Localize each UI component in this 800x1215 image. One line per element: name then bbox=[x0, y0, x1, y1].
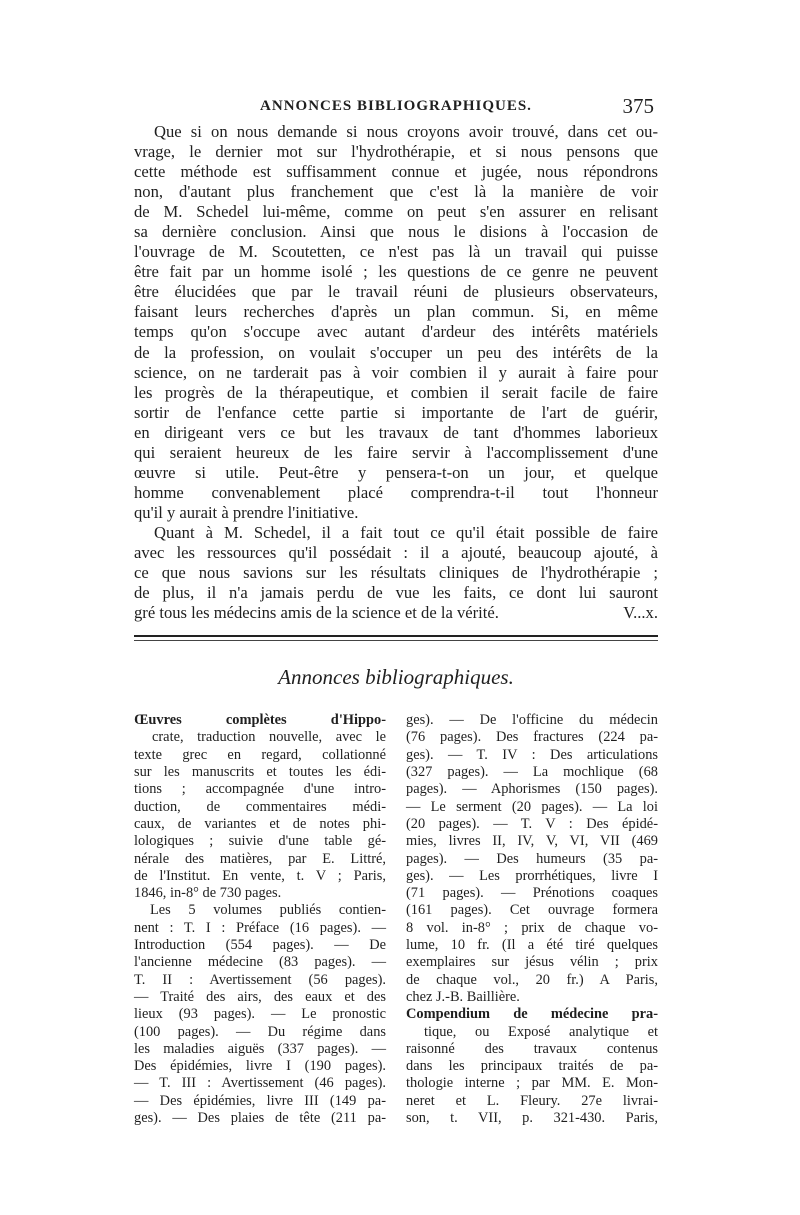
right-column-line: ges). — T. IV : Des articulations bbox=[406, 746, 658, 763]
left-column-line: de l'Institut. En vente, t. V ; Paris, bbox=[134, 867, 386, 884]
final-line bbox=[134, 603, 658, 623]
left-column-line: nent : T. I : Préface (16 pages). — bbox=[134, 919, 386, 936]
section-heading: Annonces bibliographiques. bbox=[278, 665, 514, 690]
section-divider bbox=[134, 635, 658, 643]
article-line: qu'il y aurait à prendre l'initiative. bbox=[134, 502, 359, 522]
article-line: être fait par un homme isolé ; les questions de ce genre ne peuvent bbox=[134, 262, 658, 282]
left-column-line: les maladies aiguës (337 pages). — bbox=[134, 1040, 386, 1057]
left-column-line: 1846, in-8° de 730 pages. bbox=[134, 885, 282, 902]
left-column-line: ges). — Des plaies de tête (211 pa- bbox=[134, 1110, 386, 1126]
article-line: être élucidées que par le travail réuni de plusieurs observateurs, bbox=[134, 282, 658, 302]
running-head bbox=[134, 92, 658, 122]
page-number: 375 bbox=[622, 94, 654, 118]
divider-thick-rule bbox=[134, 635, 658, 637]
article-line: l'ouvrage de M. Scoutetten, ce n'est pas là un travail qui puisse bbox=[134, 242, 658, 262]
article-line: Quant à M. Schedel, il a fait tout ce qu'il était possible de faire bbox=[154, 522, 658, 542]
article-line: temps qu'on s'occupe avec autant d'ardeur des intérêts matériels bbox=[134, 322, 658, 342]
left-column-line: caux, de variantes et de notes phi- bbox=[134, 815, 386, 832]
article-final-text: gré tous les médecins amis de la science et de la vérité. bbox=[134, 603, 499, 623]
author-signature: V...x. bbox=[623, 603, 658, 623]
entry-title-compendium: Compendium de médecine pra- bbox=[406, 1006, 658, 1023]
left-column-line: (100 pages). — Du régime dans bbox=[134, 1023, 386, 1040]
listing-columns bbox=[134, 712, 658, 1127]
left-column-line: nérale des matières, par E. Littré, bbox=[134, 850, 386, 867]
article-line: qui seraient heureux de les faire servir à l'accomplissement d'une bbox=[134, 442, 658, 462]
article-line: les progrès de la thérapeutique, et combien il serait facile de faire bbox=[134, 382, 658, 402]
right-column-line: neret et L. Fleury. 27e livrai- bbox=[406, 1092, 658, 1109]
running-title: ANNONCES BIBLIOGRAPHIQUES. bbox=[260, 98, 532, 114]
right-column-line: lume, 10 fr. (Il a été tiré quelques bbox=[406, 937, 658, 954]
right-column-line: pages). — Aphorismes (150 pages). bbox=[406, 781, 658, 798]
right-column bbox=[406, 712, 658, 1127]
left-column-line: lologiques ; suivie d'une table gé- bbox=[134, 833, 386, 850]
right-column-line: thologie interne ; par MM. E. Mon- bbox=[406, 1075, 658, 1092]
left-column-line: sur les manuscrits et toutes les édi- bbox=[134, 764, 386, 781]
right-column-line: ges). — Les prorrhétiques, livre I bbox=[406, 867, 658, 884]
left-column-line: texte grec en regard, collationné bbox=[134, 746, 386, 763]
left-column-line: Les 5 volumes publiés contien- bbox=[150, 902, 386, 919]
left-column-line: T. II : Avertissement (56 pages). bbox=[134, 971, 386, 988]
entry-title-hippocrate: Œuvres complètes d'Hippo- bbox=[134, 712, 386, 729]
article-line: non, d'autant plus franchement que c'est là la manière de voir bbox=[134, 182, 658, 202]
article-body bbox=[134, 122, 658, 623]
right-column-line: chez J.-B. Baillière. bbox=[406, 988, 520, 1005]
article-line: sa dernière conclusion. Ainsi que nous le disions à l'occasion de bbox=[134, 222, 658, 242]
right-column-line: (161 pages). Cet ouvrage formera bbox=[406, 902, 658, 919]
article-line: vrage, le dernier mot sur l'hydrothérapie, et si nous pensons que bbox=[134, 142, 658, 162]
left-column-line: — Traité des airs, des eaux et des bbox=[134, 988, 386, 1005]
left-column-line: duction, de commentaires médi- bbox=[134, 798, 386, 815]
article-line: science, on ne tarderait pas à voir combien il y aurait à faire pour bbox=[134, 362, 658, 382]
article-line: homme convenablement placé comprendra-t-il tout l'honneur bbox=[134, 482, 658, 502]
article-line: de plus, il n'a jamais perdu de vue les faits, ce dont lui sauront bbox=[134, 583, 658, 603]
page bbox=[134, 92, 658, 1127]
right-column-line: raisonné des travaux contenus bbox=[406, 1040, 658, 1057]
article-line: œuvre si utile. Peut-être y pensera-t-on un jour, et quelque bbox=[134, 462, 658, 482]
right-column-line bbox=[406, 1006, 658, 1023]
article-line: Que si on nous demande si nous croyons avoir trouvé, dans cet ou- bbox=[154, 122, 658, 141]
right-column-line: (20 pages). — T. V : Des épidé- bbox=[406, 815, 658, 832]
article-line: de M. Schedel lui-même, comme on peut s'en assurer en relisant bbox=[134, 202, 658, 222]
left-column-line: — Des épidémies, livre III (149 pa- bbox=[134, 1092, 386, 1109]
article-line: sortir de l'enfance cette partie si importante de l'art de guérir, bbox=[134, 402, 658, 422]
right-column-line: dans les principaux traités de pa- bbox=[406, 1058, 658, 1075]
right-column-line: exemplaires sur jésus vélin ; prix bbox=[406, 954, 658, 971]
right-column-line: — Le serment (20 pages). — La loi bbox=[406, 798, 658, 815]
left-column-line: lieux (93 pages). — Le pronostic bbox=[134, 1006, 386, 1023]
article-line: en dirigeant vers ce but les travaux de tant d'hommes laborieux bbox=[134, 422, 658, 442]
article-line: ce que nous savions sur les résultats cliniques de l'hydrothérapie ; bbox=[134, 563, 658, 583]
divider-thin-rule bbox=[134, 640, 658, 641]
article-line: faisant leurs recherches d'après un plan commun. Si, en même bbox=[134, 302, 658, 322]
right-column-line: (76 pages). Des fractures (224 pa- bbox=[406, 729, 658, 746]
article-line: avec les ressources qu'il possédait : il a ajouté, beaucoup ajouté, à bbox=[134, 542, 658, 562]
right-column-line: pages). — Des humeurs (35 pa- bbox=[406, 850, 658, 867]
left-column-line: Des épidémies, livre I (190 pages). bbox=[134, 1058, 386, 1075]
right-column-line: tique, ou Exposé analytique et bbox=[424, 1023, 658, 1040]
article-line: cette méthode est suffisamment connue et jugée, nous répondrons bbox=[134, 162, 658, 182]
right-column-line: (327 pages). — La mochlique (68 bbox=[406, 764, 658, 781]
right-column-line: de chaque vol., 20 fr.) A Paris, bbox=[406, 971, 658, 988]
right-column-line: 8 vol. in-8° ; prix de chaque vo- bbox=[406, 919, 658, 936]
right-column-line: (71 pages). — Prénotions coaques bbox=[406, 885, 658, 902]
left-column-line: — T. III : Avertissement (46 pages). bbox=[134, 1075, 386, 1092]
left-column-line: Introduction (554 pages). — De bbox=[134, 937, 386, 954]
left-column-line: l'ancienne médecine (83 pages). — bbox=[134, 954, 386, 971]
left-column bbox=[134, 712, 386, 1127]
right-column-line: son, t. VII, p. 321-430. Paris, bbox=[406, 1110, 658, 1126]
left-column-line: crate, traduction nouvelle, avec le bbox=[152, 729, 386, 746]
left-column-line bbox=[134, 712, 386, 729]
article-line: de la profession, on voulait s'occuper un peu des intérêts de la bbox=[134, 342, 658, 362]
right-column-line: ges). — De l'officine du médecin bbox=[406, 712, 658, 729]
right-column-line: mies, livres II, IV, V, VI, VII (469 bbox=[406, 833, 658, 850]
left-column-line: tions ; accompagnée d'une intro- bbox=[134, 781, 386, 798]
